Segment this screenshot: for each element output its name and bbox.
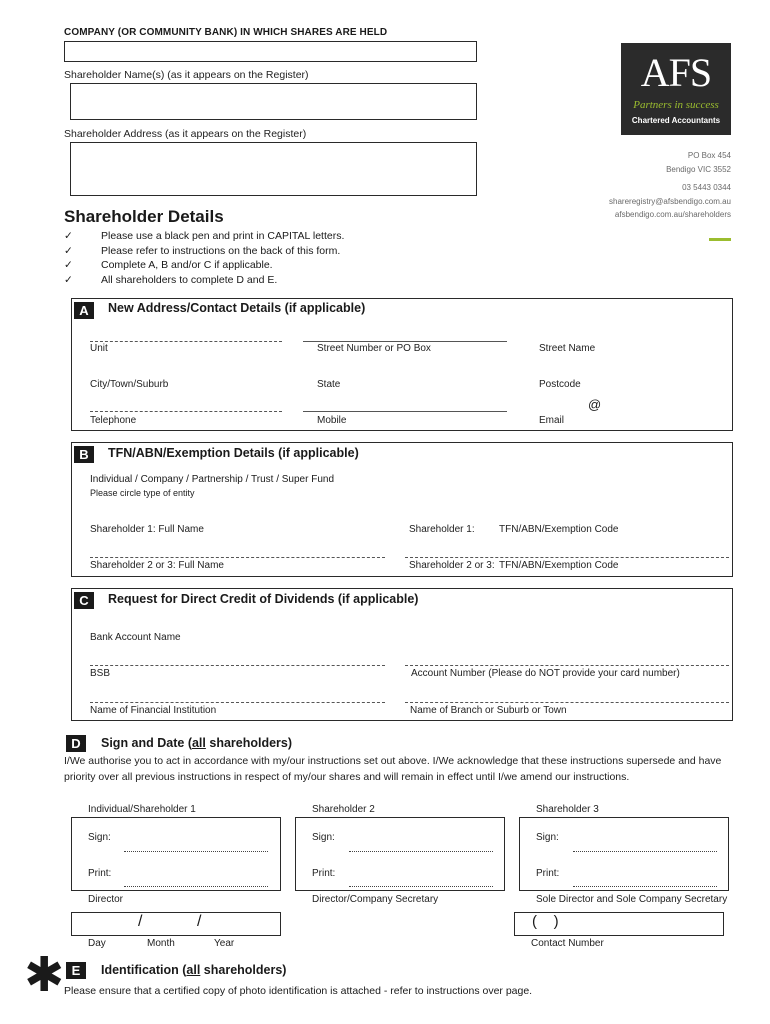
account-number-label: Account Number (Please do NOT provide your card number) xyxy=(411,668,680,679)
state-label: State xyxy=(317,379,341,390)
details-title: Shareholder Details xyxy=(64,207,224,226)
section-b-letter: B xyxy=(74,446,94,463)
unit-label: Unit xyxy=(90,343,108,354)
branch-label: Name of Branch or Suburb or Town xyxy=(410,705,567,716)
date-separator: / xyxy=(138,913,143,930)
shareholder-address-input[interactable] xyxy=(70,142,477,196)
checkmark-icon: ✓ xyxy=(64,259,73,271)
email-label: Email xyxy=(539,415,565,426)
street-name-label: Street Name xyxy=(539,343,596,354)
accent-bar xyxy=(709,238,731,241)
checkmark-icon: ✓ xyxy=(64,244,73,257)
contact-phone: 03 5443 0344 xyxy=(682,183,731,192)
company-input[interactable] xyxy=(64,41,477,62)
print-label: Print: xyxy=(312,868,336,879)
afs-logo xyxy=(621,43,731,135)
date-input[interactable] xyxy=(71,912,281,936)
postcode-label: Postcode xyxy=(539,379,581,390)
contact-number-label: Contact Number xyxy=(531,938,604,949)
date-separator: / xyxy=(197,913,202,930)
print-label: Print: xyxy=(88,868,112,879)
contact-po-box: PO Box 454 xyxy=(687,151,731,160)
logo-tagline: Partners in success xyxy=(633,99,719,111)
section-d-letter: D xyxy=(66,735,86,752)
print-label: Print: xyxy=(536,868,560,879)
contact-website: afsbendigo.com.au/shareholders xyxy=(614,210,731,219)
signature-box-1[interactable] xyxy=(71,817,281,891)
sh23-name-label: Shareholder 2 or 3: Full Name xyxy=(90,560,224,571)
identification-note: Please ensure that a certified copy of photo identification is attached - refer to instructions over page. xyxy=(64,985,533,997)
mobile-label: Mobile xyxy=(317,415,347,426)
section-e-letter: E xyxy=(66,962,86,979)
sh23-code-label: TFN/ABN/Exemption Code xyxy=(499,560,619,571)
contact-email: shareregistry@afsbendigo.com.au xyxy=(609,197,731,206)
sh1-code-label: TFN/ABN/Exemption Code xyxy=(499,524,619,535)
sign-label: Sign: xyxy=(536,832,559,843)
bsb-label: BSB xyxy=(90,668,111,679)
section-d-title: Sign and Date (all shareholders) xyxy=(101,736,293,750)
at-sign: @ xyxy=(588,397,602,412)
sh2-column-label: Shareholder 2 xyxy=(312,804,375,815)
logo-subtitle: Chartered Accountants xyxy=(631,116,721,125)
sh23-code-prefix: Shareholder 2 or 3: xyxy=(409,560,495,571)
contact-city: Bendigo VIC 3552 xyxy=(666,165,731,174)
year-label: Year xyxy=(214,938,235,949)
shareholder-name-input[interactable] xyxy=(70,83,477,120)
city-label: City/Town/Suburb xyxy=(90,379,169,390)
account-name-label: Bank Account Name xyxy=(90,632,181,643)
signature-box-2[interactable] xyxy=(295,817,505,891)
role-label-2: Director/Company Secretary xyxy=(312,894,439,905)
role-label-3: Sole Director and Sole Company Secretary xyxy=(536,894,728,905)
sh1-code-prefix: Shareholder 1: xyxy=(409,524,475,535)
section-b-title: TFN/ABN/Exemption Details (if applicable) xyxy=(108,446,359,460)
checkmark-icon: ✓ xyxy=(64,230,73,242)
asterisk-icon: ✱ xyxy=(24,949,65,1002)
sh3-column-label: Shareholder 3 xyxy=(536,804,599,815)
section-a-letter: A xyxy=(74,302,94,319)
month-label: Month xyxy=(147,938,175,949)
section-e-title: Identification (all shareholders) xyxy=(101,963,287,977)
sh1-name-label: Shareholder 1: Full Name xyxy=(90,524,204,535)
entity-types[interactable]: Individual / Company / Partnership / Trust / Super Fund xyxy=(90,474,335,485)
sh1-column-label: Individual/Shareholder 1 xyxy=(88,804,196,815)
sign-label: Sign: xyxy=(88,832,111,843)
telephone-label: Telephone xyxy=(90,415,137,426)
institution-label: Name of Financial Institution xyxy=(90,705,217,716)
day-label: Day xyxy=(88,938,106,949)
company-field-label: COMPANY (OR COMMUNITY BANK) IN WHICH SHARES ARE HELD xyxy=(64,27,388,38)
section-a-title: New Address/Contact Details (if applicable) xyxy=(108,301,366,315)
sign-label: Sign: xyxy=(312,832,335,843)
role-label-1: Director xyxy=(88,894,124,905)
section-c-letter: C xyxy=(74,592,94,609)
checkmark-icon: ✓ xyxy=(64,273,73,286)
entity-hint: Please circle type of entity xyxy=(90,488,195,498)
phone-brackets: ( ) xyxy=(532,913,559,930)
street-number-label: Street Number or PO Box xyxy=(317,343,431,354)
declaration-text: I/We authorise you to act in accordance with my/our instructions set out above. I/We acknowledge that these instructions supersede and have priority over all previous instructions in respect of my/our shares and will remain in effect until I/we amend our instructions. xyxy=(64,755,722,783)
signature-box-3[interactable] xyxy=(519,817,729,891)
logo-name: AFS xyxy=(640,50,712,95)
section-c-title: Request for Direct Credit of Dividends (if applicable) xyxy=(108,592,419,606)
shareholder-address-label: Shareholder Address (as it appears on the Register) xyxy=(64,128,307,140)
shareholder-name-label: Shareholder Name(s) (as it appears on the Register) xyxy=(64,69,309,81)
